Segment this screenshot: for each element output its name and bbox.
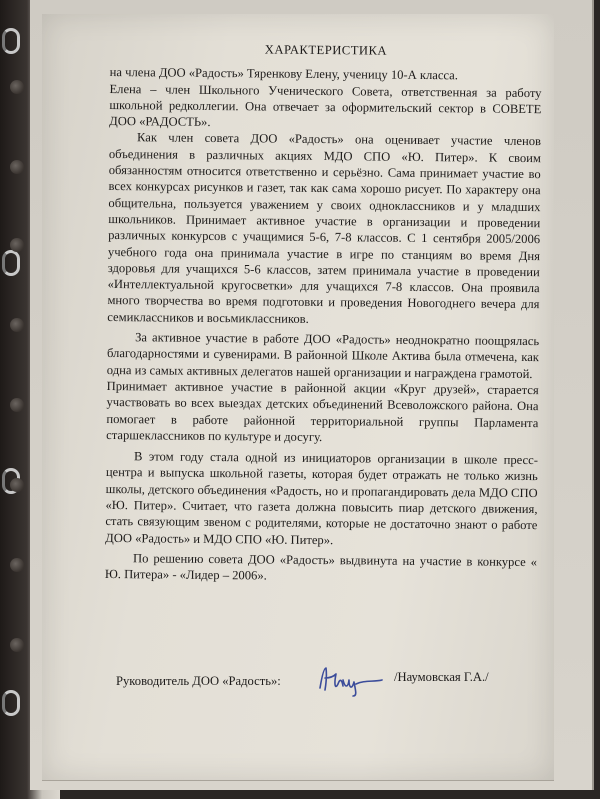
punch-hole (10, 318, 24, 332)
signature-line (116, 670, 536, 696)
paragraph-duties: Как член совета ДОО «Радость» она оценивает участие членов объединения в различных акциях МДО СПО «Ю. Питер». К своим обязанностям относится ответственно и серьёзно. Сама принимает участие во всех конкурсах рисунков и газет, так как сама хорошо рисует. По характеру она общительна, пользуется уважением у своих одноклассников и у младших школьников. Принимает активное участие в организации и проведении различных конкурсов с учащимися 5-6, 7-8 классов. С 1 сентября 2005/2006 учебного года она принимала участие в игре по станциям во время Дня здоровья для учащихся 5-6 классов, затем принимала участие в проведении «Интеллектуальной кругосветки» для учащихся 7-8 классов. Она проявила много творчества во время подготовки и проведения Новогоднего вечера для семиклассников и восьмиклассников. (107, 130, 542, 326)
document-title: ХАРАКТЕРИСТИКА (264, 42, 388, 58)
binder-ring (2, 690, 20, 716)
paragraph-press-center: В этом году стала одной из инициаторов организации в школе пресс-центра и выпуска школьной газеты, которая будет отражать не только жизнь школы, детского объединения «Радость, но и пропагандировать дела МДО СПО «Ю. Питер». Считает, что газета должна повысить пиар детского движения, стать связующим звеном с родителями, которые не достаточно знают о работе ДОО «Радость» и МДО СПО «Ю. Питер». (105, 449, 539, 547)
handwritten-signature (316, 662, 388, 698)
paragraph-role: Елена – член Школьного Ученического Совета, ответственная за работу школьной редколлегии. Она отвечает за оформительский сектор в СОВЕТЕ ДОО «РАДОСТЬ». (109, 81, 542, 130)
punch-hole (10, 398, 24, 412)
signature-name: /Наумовская Г.А./ (394, 670, 489, 684)
punch-hole (10, 160, 24, 174)
punch-hole (10, 638, 24, 652)
punch-hole (10, 238, 24, 252)
punch-hole (10, 478, 24, 492)
punch-hole (10, 80, 24, 94)
binder-ring (2, 250, 20, 276)
paragraph-awards: За активное участие в работе ДОО «Радость» неоднократно поощрялась благодарностями и сувенирами. В районной Школе Актива была отмечена, как одна из самых активных делегатов нашей организации и награждена грамотой. (106, 330, 540, 381)
paragraph-nomination: По решению совета ДОО «Радость» выдвинута на участие в конкурсе « Ю. Питера» - «Лидер – 2006». (104, 551, 538, 583)
paragraph-subject: на члена ДОО «Радость» Тяренкову Елену, ученицу 10-А класса. (109, 65, 459, 83)
paragraph-activity: Принимает активное участие в районной акции «Круг друзей», старается участвовать во всех выездах детских объединений Всеволожского района. Она помогает в работе районной территориальной группы Парламента старшеклассников по культуре и досугу. (106, 378, 539, 444)
punch-hole (10, 558, 24, 572)
document-body (105, 40, 542, 587)
binder-ring (2, 28, 20, 54)
signature-role: Руководитель ДОО «Радость»: (116, 674, 281, 688)
